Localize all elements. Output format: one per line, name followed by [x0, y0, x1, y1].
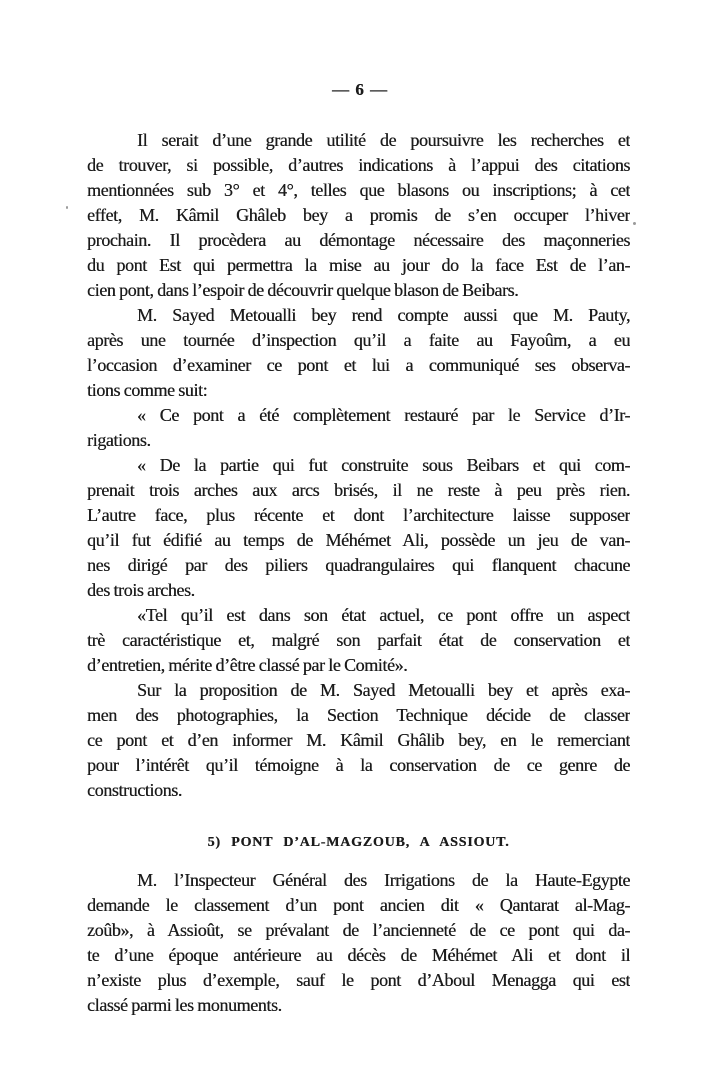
- text-line: qu’il fut édifié au temps de Méhémet Ali, possède un jeu de van-: [87, 530, 630, 550]
- text-block: [87, 128, 630, 1018]
- text-line: cien pont, dans l’espoir de découvrir quelque blason de Beibars.: [87, 280, 519, 300]
- text-line: du pont Est qui permettra la mise au jour do la face Est de l’an-: [87, 255, 630, 275]
- text-line: te d’une époque antérieure au décès de Méhémet Ali et dont il: [87, 945, 630, 965]
- text-line: « Ce pont a été complètement restauré par le Service d’Ir-: [137, 405, 630, 425]
- text-line: pour l’intérêt qu’il témoigne à la conservation de ce genre de: [87, 755, 630, 775]
- text-line: prenait trois arches aux arcs brisés, il ne reste à peu près rien.: [87, 480, 630, 500]
- text-line: des trois arches.: [87, 580, 195, 600]
- text-line: M. Sayed Metoualli bey rend compte aussi que M. Pauty,: [137, 305, 630, 325]
- text-line: de trouver, si possible, d’autres indications à l’appui des citations: [87, 155, 630, 175]
- text-line: constructions.: [87, 780, 182, 800]
- text-line: L’autre face, plus récente et dont l’architecture laisse supposer: [87, 505, 630, 525]
- text-line: n’existe plus d’exemple, sauf le pont d’Aboul Menagga qui est: [87, 970, 630, 990]
- text-line: men des photographies, la Section Technique décide de classer: [87, 705, 630, 725]
- text-line: après une tournée d’inspection qu’il a faite au Fayoûm, a eu: [87, 330, 630, 350]
- text-line: classé parmi les monuments.: [87, 995, 282, 1015]
- text-line: tions comme suit:: [87, 380, 208, 400]
- text-line: « De la partie qui fut construite sous Beibars et qui com-: [137, 455, 630, 475]
- text-line: prochain. Il procèdera au démontage nécessaire des maçonneries: [87, 230, 630, 250]
- paragraph: [87, 303, 630, 403]
- text-line: nes dirigé par des piliers quadrangulaires qui flanquent chacune: [87, 555, 630, 575]
- text-line: effet, M. Kâmil Ghâleb bey a promis de s’en occuper l’hiver: [87, 205, 630, 225]
- paragraph: [87, 603, 630, 678]
- text-line: demande le classement d’un pont ancien dit « Qantarat al-Mag-: [87, 895, 630, 915]
- text-line: «Tel qu’il est dans son état actuel, ce pont offre un aspect: [137, 605, 630, 625]
- text-line: l’occasion d’examiner ce pont et lui a communiqué ses observa-: [87, 355, 630, 375]
- section-heading: 5) PONT D’AL-MAGZOUB, A ASSIOUT.: [207, 835, 510, 850]
- text-line: mentionnées sub 3° et 4°, telles que blasons ou inscriptions; à cet: [87, 180, 630, 200]
- paragraph: [87, 453, 630, 603]
- text-line: Sur la proposition de M. Sayed Metoualli bey et après exa-: [137, 680, 630, 700]
- text-line: rigations.: [87, 430, 151, 450]
- page-number: — 6 —: [332, 80, 388, 99]
- text-line: zoûb», à Assioût, se prévalant de l’ancienneté de ce pont qui da-: [87, 920, 630, 940]
- text-line: Il serait d’une grande utilité de poursuivre les recherches et: [137, 130, 630, 150]
- text-line: M. l’Inspecteur Général des Irrigations de la Haute-Egypte: [137, 870, 630, 890]
- text-line: ce pont et d’en informer M. Kâmil Ghâlib bey, en le remerciant: [87, 730, 630, 750]
- text-line: trè caractéristique et, malgré son parfait état de conservation et: [87, 630, 630, 650]
- paragraph: [87, 868, 630, 1018]
- scan-speck: [633, 222, 636, 225]
- paragraph: [87, 678, 630, 803]
- paragraph: [87, 128, 630, 303]
- scan-speck: [66, 206, 68, 209]
- text-line: d’entretien, mérite d’être classé par le Comité».: [87, 655, 408, 675]
- paragraph: [87, 403, 630, 453]
